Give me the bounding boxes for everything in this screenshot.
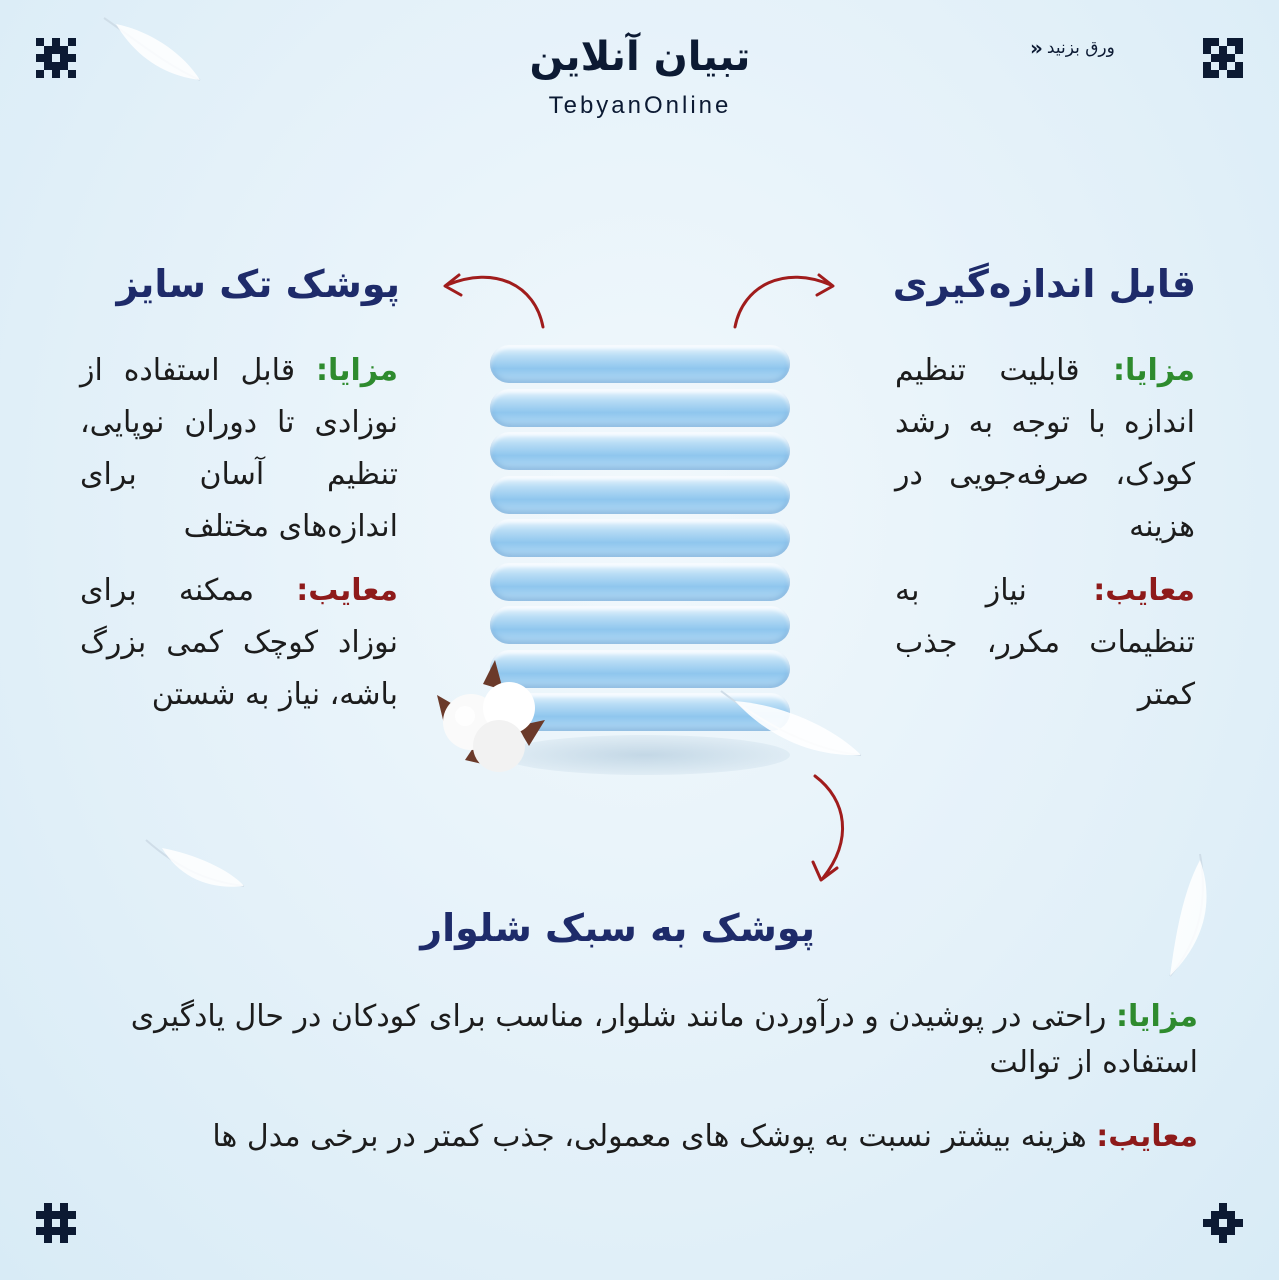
pros-text: قابلیت تنظیم اندازه با توجه به رشد کودک، صرفه‌جویی در هزینه	[895, 353, 1195, 544]
diaper-roll	[490, 606, 790, 644]
single-size-pros	[80, 345, 398, 553]
curved-arrow-icon	[425, 255, 555, 335]
diaper-roll	[490, 519, 790, 557]
swipe-arrow-icon: «	[1030, 36, 1039, 60]
pros-label: مزایا:	[1112, 353, 1195, 388]
feather-icon	[140, 830, 250, 900]
section-title-adjustable: قابل اندازه‌گیری	[892, 262, 1196, 306]
curved-arrow-icon	[795, 770, 865, 890]
diaper-roll	[490, 432, 790, 470]
cons-label: معایب:	[1093, 573, 1195, 608]
cons-text: ممکنه برای نوزاد کوچک کمی بزرگ باشه، نیاز به شستن	[80, 573, 398, 712]
cotton-flower-icon	[425, 650, 560, 775]
diaper-roll	[490, 389, 790, 427]
pixel-corner-icon	[36, 38, 76, 78]
curved-arrow-icon	[725, 255, 855, 335]
pixel-corner-icon	[36, 1203, 76, 1243]
cons-text: هزینه بیشتر نسبت به پوشک های معمولی، جذب کمتر در برخی مدل ها	[212, 1119, 1087, 1154]
pixel-corner-icon	[1203, 1203, 1243, 1243]
diaper-roll	[490, 476, 790, 514]
adjustable-pros	[895, 345, 1195, 553]
feather-icon	[1150, 850, 1220, 980]
cons-text: نیاز به تنظیمات مکرر، جذب کمتر	[895, 573, 1195, 712]
cons-label: معایب:	[296, 573, 398, 608]
diaper-roll	[490, 345, 790, 383]
pros-text: راحتی در پوشیدن و درآوردن مانند شلوار، مناسب برای کودکان در حال یادگیری استفاده از توالت	[130, 999, 1198, 1080]
pixel-corner-icon	[1203, 38, 1243, 78]
swipe-hint[interactable]	[1030, 36, 1165, 60]
adjustable-cons	[895, 565, 1195, 721]
cons-label: معایب:	[1096, 1119, 1198, 1154]
pros-label: مزایا:	[315, 353, 398, 388]
brand-logo-fa: تبیان آنلاین	[529, 34, 751, 80]
swipe-hint-label: ورق بزنید	[1046, 38, 1115, 58]
single-size-cons	[80, 565, 398, 721]
pros-text: قابل استفاده از نوزادی تا دوران نوپایی، تنظیم آسان برای اندازه‌های مختلف	[80, 353, 398, 544]
feather-icon	[715, 685, 865, 765]
pros-label: مزایا:	[1115, 999, 1198, 1034]
pants-style-cons	[82, 1114, 1198, 1160]
pants-style-pros	[82, 994, 1198, 1086]
brand-logo-en: TebyanOnline	[548, 92, 732, 119]
diaper-roll	[490, 563, 790, 601]
section-title-pants-style: پوشک به سبک شلوار	[420, 906, 815, 950]
section-title-single-size: پوشک تک سایز	[116, 262, 400, 306]
feather-icon	[96, 10, 206, 90]
